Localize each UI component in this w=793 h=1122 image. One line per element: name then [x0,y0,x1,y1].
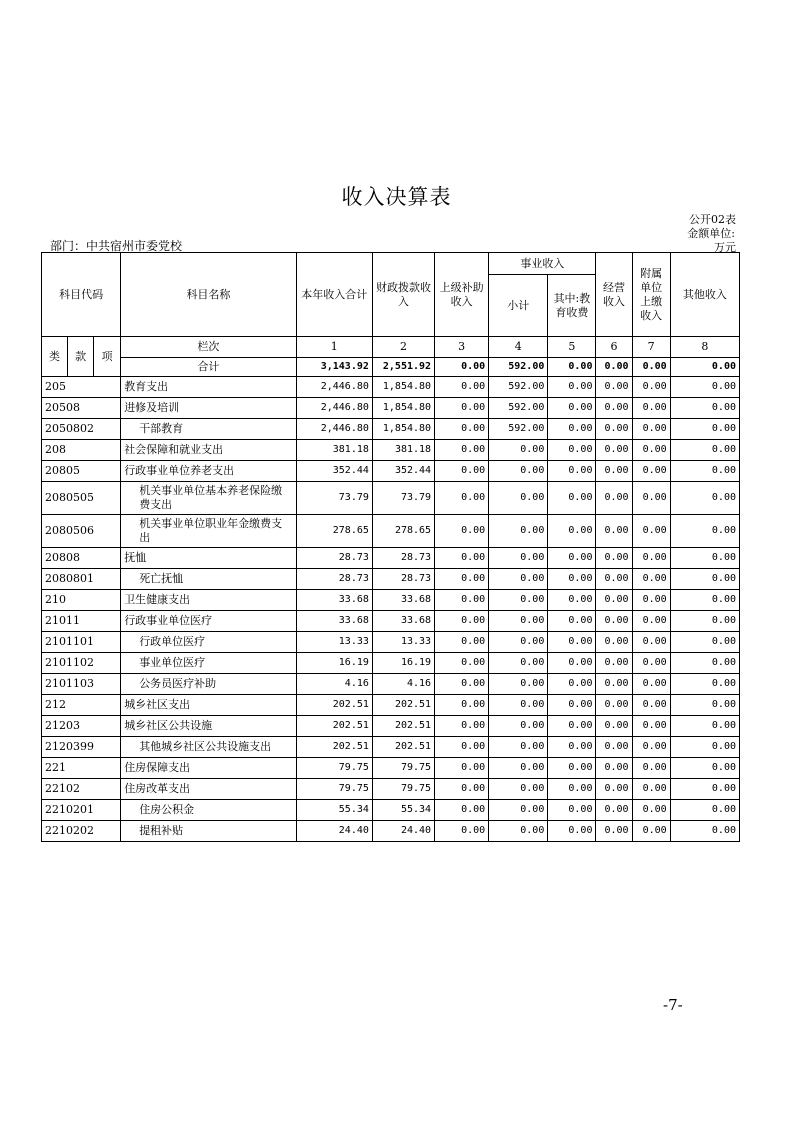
row-value: 0.00 [435,653,489,674]
row-name: 卫生健康支出 [121,590,297,611]
row-value: 0.00 [548,461,596,482]
row-value: 0.00 [435,758,489,779]
row-value: 202.51 [372,695,434,716]
row-value: 0.00 [489,695,548,716]
row-value: 0.00 [548,695,596,716]
row-value: 0.00 [489,779,548,800]
row-value: 0.00 [632,632,670,653]
row-value: 0.00 [596,548,632,569]
row-value: 0.00 [489,611,548,632]
row-name: 公务员医疗补助 [121,674,297,695]
col-num: 2 [372,337,434,358]
table-row [42,758,740,779]
header-lei: 类 [42,337,68,377]
total-cell: 0.00 [596,358,632,377]
table-row [42,377,740,398]
row-value: 79.75 [296,758,372,779]
row-name: 住房公积金 [121,800,297,821]
col-num: 1 [296,337,372,358]
row-value: 0.00 [632,461,670,482]
row-value: 0.00 [670,482,739,515]
row-value: 0.00 [670,674,739,695]
row-value: 0.00 [670,695,739,716]
table-row [42,611,740,632]
row-name: 干部教育 [121,419,297,440]
row-code: 2080506 [42,515,121,548]
row-code: 20805 [42,461,121,482]
row-value: 0.00 [632,611,670,632]
row-value: 13.33 [372,632,434,653]
row-value: 0.00 [548,779,596,800]
table-row [42,632,740,653]
row-value: 79.75 [372,758,434,779]
row-value: 16.19 [372,653,434,674]
row-value: 0.00 [489,758,548,779]
row-code: 2101101 [42,632,121,653]
header-kuan: 款 [68,337,94,377]
row-value: 0.00 [596,653,632,674]
row-value: 0.00 [435,674,489,695]
row-value: 0.00 [489,590,548,611]
row-value: 0.00 [632,569,670,590]
row-code: 205 [42,377,121,398]
table-row [42,590,740,611]
row-value: 278.65 [296,515,372,548]
row-value: 0.00 [489,800,548,821]
row-value: 0.00 [596,821,632,842]
total-cell: 2,551.92 [372,358,434,377]
row-code: 20508 [42,398,121,419]
row-value: 0.00 [670,548,739,569]
row-value: 0.00 [632,800,670,821]
row-value: 0.00 [596,569,632,590]
row-value: 0.00 [548,482,596,515]
row-value: 0.00 [596,440,632,461]
row-value: 0.00 [670,821,739,842]
row-name: 城乡社区支出 [121,695,297,716]
row-value: 0.00 [548,398,596,419]
header-name: 科目名称 [121,253,297,337]
row-value: 592.00 [489,377,548,398]
page-title: 收入决算表 [341,185,452,209]
row-value: 0.00 [435,461,489,482]
row-value: 0.00 [632,548,670,569]
row-code: 21011 [42,611,121,632]
row-value: 278.65 [372,515,434,548]
row-value: 0.00 [632,737,670,758]
row-value: 1,854.80 [372,419,434,440]
row-value: 592.00 [489,398,548,419]
col-num: 4 [489,337,548,358]
row-name: 机关事业单位基本养老保险缴费支出 [121,482,297,515]
row-value: 0.00 [435,548,489,569]
row-value: 0.00 [670,758,739,779]
row-name: 机关事业单位职业年金缴费支出 [121,515,297,548]
row-value: 202.51 [372,716,434,737]
row-value: 381.18 [296,440,372,461]
row-value: 73.79 [372,482,434,515]
header-fiscal: 财政拨款收入 [372,253,434,337]
row-value: 0.00 [670,515,739,548]
row-value: 33.68 [372,611,434,632]
row-value: 0.00 [632,515,670,548]
row-value: 55.34 [296,800,372,821]
table-row [42,548,740,569]
row-name: 行政单位医疗 [121,632,297,653]
row-value: 0.00 [548,611,596,632]
row-value: 4.16 [372,674,434,695]
row-value: 0.00 [596,419,632,440]
table-row [42,461,740,482]
total-cell: 592.00 [489,358,548,377]
row-code: 2210201 [42,800,121,821]
row-value: 0.00 [670,800,739,821]
col-num: 7 [632,337,670,358]
row-value: 0.00 [596,737,632,758]
row-value: 0.00 [548,716,596,737]
row-value: 0.00 [632,695,670,716]
row-value: 202.51 [372,737,434,758]
row-name: 住房保障支出 [121,758,297,779]
header-lanci: 栏次 [121,337,297,358]
row-name: 提租补贴 [121,821,297,842]
col-num: 6 [596,337,632,358]
row-value: 0.00 [596,758,632,779]
row-value: 0.00 [548,800,596,821]
row-code: 2101102 [42,653,121,674]
row-code: 210 [42,590,121,611]
row-value: 33.68 [372,590,434,611]
row-value: 33.68 [296,590,372,611]
table-row [42,440,740,461]
header-operating: 经营收入 [596,253,632,337]
row-value: 24.40 [372,821,434,842]
total-cell: 0.00 [435,358,489,377]
row-value: 0.00 [632,482,670,515]
row-value: 0.00 [670,779,739,800]
row-value: 592.00 [489,419,548,440]
row-value: 0.00 [596,674,632,695]
table-row [42,398,740,419]
row-value: 2,446.80 [296,419,372,440]
table-row [42,737,740,758]
row-value: 0.00 [435,590,489,611]
row-value: 28.73 [296,548,372,569]
header-other: 其他收入 [670,253,739,337]
row-value: 0.00 [548,737,596,758]
row-value: 0.00 [596,716,632,737]
row-name: 死亡抚恤 [121,569,297,590]
header-xiang: 项 [94,337,121,377]
row-value: 0.00 [596,377,632,398]
row-value: 0.00 [670,419,739,440]
row-name: 住房改革支出 [121,779,297,800]
row-value: 0.00 [489,632,548,653]
table-row [42,515,740,548]
row-value: 1,854.80 [372,377,434,398]
row-value: 0.00 [670,716,739,737]
row-value: 0.00 [548,674,596,695]
row-value: 0.00 [670,653,739,674]
table-row [42,653,740,674]
unit-value: 万元 [714,241,736,254]
row-value: 24.40 [296,821,372,842]
row-value: 0.00 [548,758,596,779]
row-value: 0.00 [596,398,632,419]
department-label: 部门：中共宿州市委党校 [50,239,183,253]
row-value: 0.00 [435,419,489,440]
row-value: 79.75 [296,779,372,800]
row-name: 行政事业单位医疗 [121,611,297,632]
total-cell: 0.00 [670,358,739,377]
row-value: 0.00 [435,737,489,758]
row-code: 22102 [42,779,121,800]
total-cell: 3,143.92 [296,358,372,377]
row-code: 20808 [42,548,121,569]
row-value: 0.00 [548,569,596,590]
row-code: 2080505 [42,482,121,515]
row-value: 0.00 [435,569,489,590]
row-value: 13.33 [296,632,372,653]
header-edu-fee: 其中:教育收费 [548,275,596,337]
row-value: 0.00 [596,632,632,653]
row-value: 0.00 [435,716,489,737]
row-value: 0.00 [670,611,739,632]
row-value: 0.00 [489,548,548,569]
row-value: 381.18 [372,440,434,461]
row-value: 0.00 [670,377,739,398]
row-value: 0.00 [548,548,596,569]
row-code: 2101103 [42,674,121,695]
header-code: 科目代码 [42,253,121,337]
header-superior: 上级补助收入 [435,253,489,337]
row-value: 202.51 [296,695,372,716]
table-row [42,674,740,695]
table-row [42,695,740,716]
form-number: 公开02表 [689,213,736,226]
row-value: 0.00 [489,569,548,590]
row-value: 0.00 [489,674,548,695]
row-value: 0.00 [596,590,632,611]
row-value: 0.00 [548,515,596,548]
row-value: 0.00 [596,461,632,482]
row-value: 0.00 [548,377,596,398]
table-row [42,716,740,737]
row-value: 352.44 [296,461,372,482]
row-value: 4.16 [296,674,372,695]
row-value: 0.00 [435,632,489,653]
row-value: 0.00 [596,779,632,800]
page-number: -7- [663,996,683,1014]
row-value: 0.00 [435,611,489,632]
row-value: 0.00 [632,377,670,398]
row-name: 其他城乡社区公共设施支出 [121,737,297,758]
row-value: 0.00 [670,398,739,419]
row-value: 0.00 [670,461,739,482]
row-value: 0.00 [632,674,670,695]
row-value: 0.00 [489,461,548,482]
row-code: 208 [42,440,121,461]
row-value: 0.00 [435,695,489,716]
row-code: 2120399 [42,737,121,758]
row-value: 28.73 [372,569,434,590]
unit-label: 金额单位: [687,227,735,240]
row-code: 212 [42,695,121,716]
row-value: 0.00 [596,800,632,821]
row-value: 0.00 [632,779,670,800]
row-name: 抚恤 [121,548,297,569]
row-value: 0.00 [632,590,670,611]
col-num: 3 [435,337,489,358]
row-value: 16.19 [296,653,372,674]
table-row [42,821,740,842]
table-row [42,569,740,590]
income-table [41,252,740,842]
row-value: 0.00 [435,440,489,461]
row-name: 城乡社区公共设施 [121,716,297,737]
row-value: 0.00 [548,590,596,611]
table-row [42,800,740,821]
row-value: 0.00 [435,821,489,842]
col-num: 8 [670,337,739,358]
row-value: 0.00 [548,440,596,461]
row-value: 0.00 [632,653,670,674]
header-total: 本年收入合计 [296,253,372,337]
row-value: 0.00 [489,482,548,515]
row-value: 0.00 [489,737,548,758]
row-value: 0.00 [632,440,670,461]
row-value: 2,446.80 [296,377,372,398]
row-value: 0.00 [596,611,632,632]
row-value: 0.00 [548,821,596,842]
header-business: 事业收入 [489,253,596,275]
header-subtotal: 小计 [489,275,548,337]
row-value: 202.51 [296,716,372,737]
row-value: 28.73 [372,548,434,569]
row-value: 0.00 [489,716,548,737]
row-value: 0.00 [548,419,596,440]
row-code: 2050802 [42,419,121,440]
row-value: 0.00 [435,482,489,515]
row-value: 0.00 [632,716,670,737]
row-value: 0.00 [435,779,489,800]
row-value: 0.00 [670,632,739,653]
row-value: 0.00 [632,419,670,440]
row-value: 0.00 [489,653,548,674]
row-value: 2,446.80 [296,398,372,419]
row-value: 0.00 [670,737,739,758]
row-value: 0.00 [435,800,489,821]
row-value: 0.00 [596,515,632,548]
row-value: 0.00 [670,590,739,611]
row-name: 教育支出 [121,377,297,398]
row-value: 28.73 [296,569,372,590]
row-value: 0.00 [489,821,548,842]
table-row [42,482,740,515]
table-row [42,419,740,440]
row-value: 0.00 [596,482,632,515]
row-value: 0.00 [596,695,632,716]
row-value: 1,854.80 [372,398,434,419]
row-value: 0.00 [435,377,489,398]
row-value: 33.68 [296,611,372,632]
row-code: 21203 [42,716,121,737]
row-value: 0.00 [632,398,670,419]
row-name: 进修及培训 [121,398,297,419]
row-value: 0.00 [632,821,670,842]
row-code: 2210202 [42,821,121,842]
table-row [42,779,740,800]
row-value: 0.00 [670,569,739,590]
row-value: 0.00 [489,440,548,461]
row-value: 0.00 [489,515,548,548]
row-value: 352.44 [372,461,434,482]
row-value: 0.00 [670,440,739,461]
row-code: 221 [42,758,121,779]
row-name: 行政事业单位养老支出 [121,461,297,482]
total-cell: 0.00 [632,358,670,377]
col-num: 5 [548,337,596,358]
row-value: 73.79 [296,482,372,515]
row-name: 事业单位医疗 [121,653,297,674]
row-value: 0.00 [548,653,596,674]
row-name: 社会保障和就业支出 [121,440,297,461]
header-affiliated: 附属单位上缴收入 [632,253,670,337]
row-value: 0.00 [435,398,489,419]
total-label: 合计 [121,358,297,377]
row-value: 0.00 [435,515,489,548]
row-value: 0.00 [548,632,596,653]
row-code: 2080801 [42,569,121,590]
row-value: 55.34 [372,800,434,821]
total-cell: 0.00 [548,358,596,377]
row-value: 79.75 [372,779,434,800]
row-value: 0.00 [632,758,670,779]
row-value: 202.51 [296,737,372,758]
